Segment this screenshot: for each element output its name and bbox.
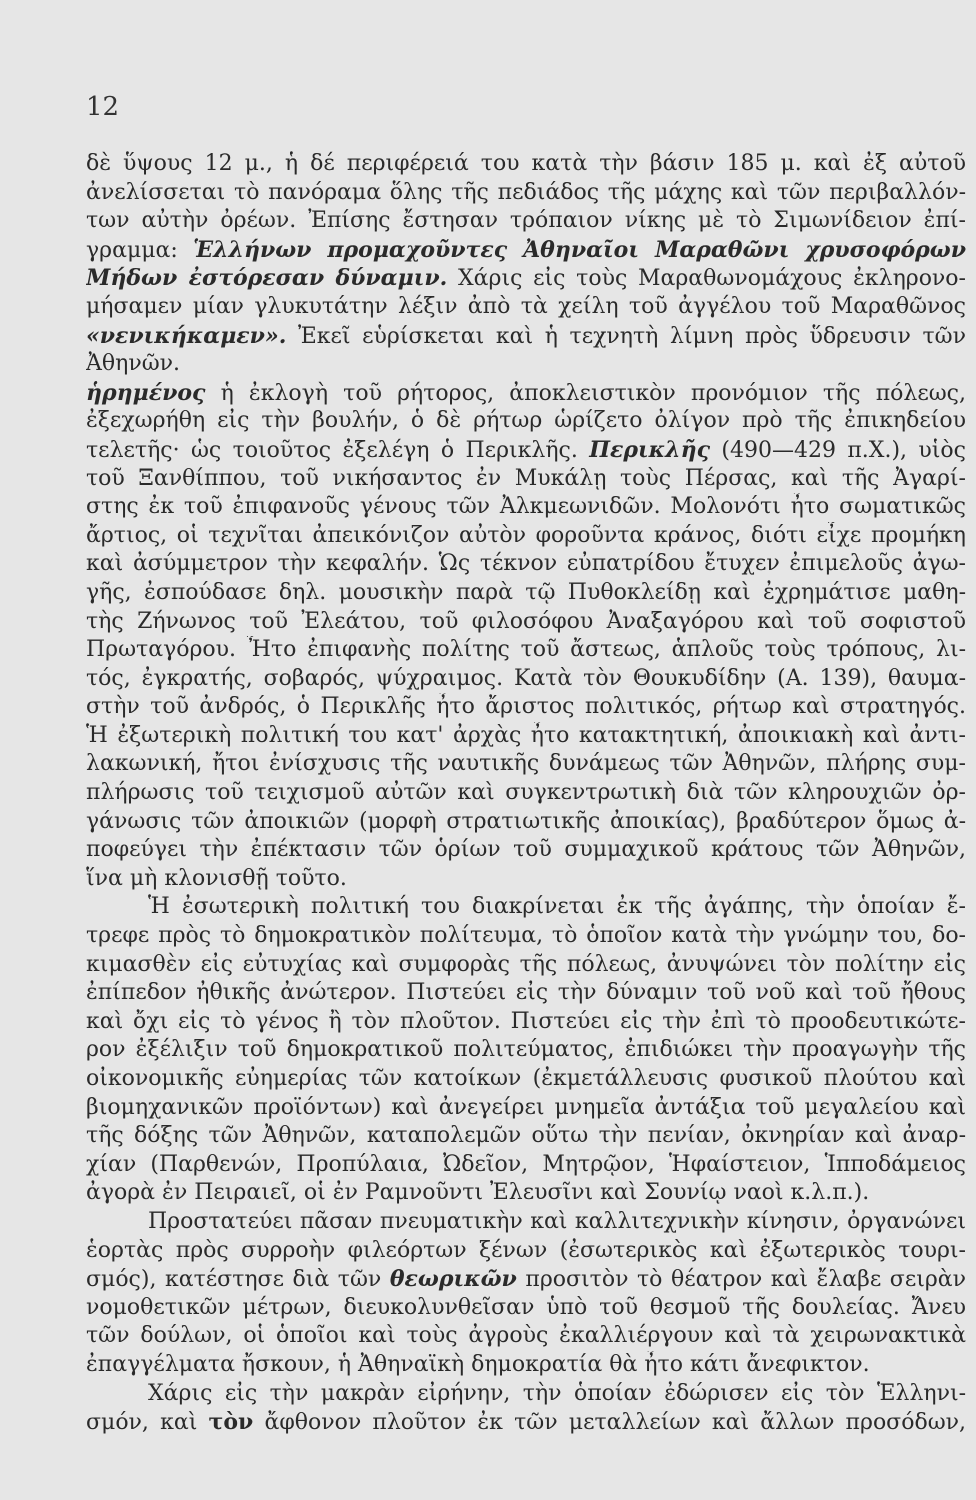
text-run: κιμασθὲν εἰς εὐτυχίας καὶ συμφορὰς τῆς πόλεως, ἀνυψώνει τὸν πολίτην εἰς <box>86 951 966 977</box>
text-line <box>86 693 966 722</box>
text-line <box>86 750 966 779</box>
text-line <box>86 922 966 951</box>
emphasis-text: «νενικήκαμεν». <box>86 322 287 349</box>
paragraph <box>86 1208 966 1380</box>
text-line <box>86 636 966 665</box>
text-run: ἄρτιος, οἱ τεχνῖται ἀπεικόνιζον αὐτὸν φοροῦντα κράνος, διότι εἶχε προμήκη <box>86 522 966 548</box>
body-text <box>86 150 966 1437</box>
text-run: στὴν τοῦ ἀνδρός, ὁ Περικλῆς ἦτο ἄριστος πολιτικός, ρήτωρ καὶ στρατηγός. <box>86 694 966 720</box>
text-line <box>86 522 966 551</box>
paragraph <box>86 379 966 894</box>
text-line <box>86 579 966 608</box>
paragraph <box>86 893 966 1208</box>
text-line <box>86 722 966 751</box>
text-line <box>86 665 966 694</box>
text-line <box>86 1179 966 1208</box>
text-line <box>86 150 966 179</box>
text-run: γάνωσις τῶν ἀποικιῶν (μορφὴ στρατιωτικῆς ἀποικίας), βραδύτερον ὅμως ἀ- <box>86 808 966 834</box>
text-line <box>86 1351 966 1380</box>
text-run: ἐπίπεδον ἠθικῆς ἀνώτερον. Πιστεύει εἰς τὴν δύναμιν τοῦ νοῦ καὶ τοῦ ἤθους <box>86 980 966 1006</box>
text-line <box>86 293 966 322</box>
text-line <box>86 207 966 236</box>
page-number: 12 <box>86 92 120 122</box>
emphasis-text: ἡρημένος <box>86 379 206 406</box>
text-line <box>86 1322 966 1351</box>
text-run: προσιτὸν τὸ θέατρον καὶ ἔλαβε σειρὰν <box>516 1267 966 1293</box>
text-run: λακωνική, ἤτοι ἐνίσχυσις τῆς ναυτικῆς δυνάμεως τῶν Ἀθηνῶν, πλήρης συμ- <box>86 751 966 777</box>
text-run: τρεφε πρὸς τὸ δημοκρατικὸν πολίτευμα, τὸ ὁποῖον κατὰ τὴν γνώμην του, δο- <box>86 923 966 949</box>
text-run: (490—429 π.Χ.), υἱὸς <box>709 437 966 463</box>
text-run: ποφεύγει τὴν ἐπέκτασιν τῶν ὁρίων τοῦ συμμαχικοῦ κράτους τῶν Ἀθηνῶν, <box>86 837 966 863</box>
text-run: σμόν, καὶ <box>86 1410 209 1436</box>
text-line <box>86 865 966 894</box>
text-run: των αὐτὴν ὀρέων. Ἐπίσης ἔστησαν τρόπαιον νίκης μὲ τὸ Σιμωνίδειον ἐπί- <box>86 208 966 234</box>
text-run: Ἡ ἐσωτερικὴ πολιτική του διακρίνεται ἐκ τῆς ἀγάπης, τὴν ὁποίαν ἔ- <box>148 894 966 920</box>
text-run: σμός), κατέστησε διὰ τῶν <box>86 1267 390 1293</box>
text-line <box>86 436 966 465</box>
text-run: χίαν (Παρθενών, Προπύλαια, Ὠδεῖον, Μητρῷον, Ἡφαίστειον, Ἱπποδάμειος <box>86 1151 966 1177</box>
text-line <box>86 1008 966 1037</box>
text-line <box>86 322 966 351</box>
text-line <box>86 779 966 808</box>
text-run: ρον ἐξέλιξιν τοῦ δημοκρατικοῦ πολιτεύματος, ἐπιδιώκει τὴν προαγωγὴν τῆς <box>86 1037 966 1063</box>
text-run: τῶν δούλων, οἱ ὁποῖοι καὶ τοὺς ἀγροὺς ἐκαλλιέργουν καὶ τὰ χειρωνακτικὰ <box>86 1323 966 1349</box>
emphasis-text: Περικλῆς <box>589 436 710 463</box>
text-run: Ἡ ἐξωτερικὴ πολιτική του κατ' ἀρχὰς ἦτο κατακτητική, ἀποικιακὴ καὶ ἀντι- <box>86 722 966 748</box>
text-line <box>86 836 966 865</box>
text-run: ἄφθονον πλοῦτον ἐκ τῶν μεταλλείων καὶ ἄλλων προσόδων, <box>253 1410 966 1436</box>
text-line <box>86 1094 966 1123</box>
text-run: Χάρις εἰς τοὺς Μαραθωνομάχους ἐκληρονο- <box>447 266 966 292</box>
text-line <box>86 379 966 408</box>
text-line <box>86 1122 966 1151</box>
text-line <box>86 1065 966 1094</box>
text-run: Χάρις εἰς τὴν μακρὰν εἰρήνην, τὴν ὁποίαν ἐδώρισεν εἰς τὸν Ἑλληνι- <box>148 1380 966 1406</box>
text-run: Προστατεύει πᾶσαν πνευματικὴν καὶ καλλιτεχνικὴν κίνησιν, ὀργανώνει <box>148 1208 966 1234</box>
text-line <box>86 1265 966 1294</box>
text-run: γραμμα: <box>86 237 194 263</box>
emphasis-text: Ἑλλήνων προμαχοῦντες Ἀθηναῖοι Μαραθῶνι χρυσοφόρων <box>193 236 966 263</box>
text-line <box>86 951 966 980</box>
text-line <box>86 465 966 494</box>
text-line <box>86 264 966 293</box>
text-line <box>86 550 966 579</box>
text-line <box>86 893 966 922</box>
text-line <box>86 350 966 379</box>
text-run: τός, ἐγκρατής, σοβαρός, ψύχραιμος. Κατὰ τὸν Θουκυδίδην (Α. 139), θαυμα- <box>86 665 966 691</box>
text-line <box>86 808 966 837</box>
text-line <box>86 608 966 637</box>
text-run: ἀνελίσσεται τὸ πανόραμα ὅλης τῆς πεδιάδος τῆς μάχης καὶ τῶν περιβαλλόν- <box>86 179 966 205</box>
text-run: πλήρωσις τοῦ τειχισμοῦ αὐτῶν καὶ συγκεντρωτικὴ διὰ τῶν κληρουχιῶν ὀρ- <box>86 780 966 806</box>
emphasis-text: τὸν <box>208 1409 254 1436</box>
text-run: ἵνα μὴ κλονισθῇ τοῦτο. <box>86 865 347 891</box>
text-run: στης ἐκ τοῦ ἐπιφανοῦς γένους τῶν Ἀλκμεωνιδῶν. Μολονότι ἦτο σωματικῶς <box>86 494 966 520</box>
text-run: Πρωταγόρου. Ἦτο ἐπιφανὴς πολίτης τοῦ ἄστεως, ἁπλοῦς τοὺς τρόπους, λι- <box>86 637 966 663</box>
emphasis-text: θεωρικῶν <box>389 1266 517 1293</box>
text-run: ἐπαγγέλματα ἤσκουν, ἡ Ἀθηναϊκὴ δημοκρατία θὰ ἦτο κάτι ἄνεφικτον. <box>86 1351 870 1377</box>
text-run: οἰκονομικῆς εὐημερίας τῶν κατοίκων (ἐκμετάλλευσις φυσικοῦ πλούτου καὶ <box>86 1066 966 1091</box>
text-run: καὶ ὄχι εἰς τὸ γένος ἢ τὸν πλοῦτον. Πιστεύει εἰς τὴν ἐπὶ τὸ προοδευτικώτε- <box>86 1008 966 1034</box>
text-line <box>86 1408 966 1437</box>
text-line <box>86 1208 966 1237</box>
text-run: βιομηχανικῶν προϊόντων) καὶ ἀνεγείρει μνημεῖα ἀντάξια τοῦ μεγαλείου καὶ <box>86 1094 966 1120</box>
text-run: νομοθετικῶν μέτρων, διευκολυνθεῖσαν ὑπὸ τοῦ θεσμοῦ τῆς δουλείας. Ἄνευ <box>86 1294 966 1320</box>
text-line <box>86 1294 966 1323</box>
text-run: ἡ ἐκλογὴ τοῦ ρήτορος, ἀποκλειστικὸν προνόμιον τῆς πόλεως, <box>205 380 966 406</box>
text-run: ἐξεχωρήθη εἰς τὴν βουλήν, ὁ δὲ ρήτωρ ὡρίζετο ὀλίγον πρὸ τῆς ἐπικηδείου <box>86 408 966 434</box>
text-line <box>86 1036 966 1065</box>
text-run: Ἐκεῖ εὑρίσκεται καὶ ἡ τεχνητὴ λίμνη πρὸς ὕδρευσιν τῶν <box>286 323 966 349</box>
emphasis-text: Μήδων ἐστόρεσαν δύναμιν. <box>86 265 448 292</box>
text-run: τοῦ Ξανθίππου, τοῦ νικήσαντος ἐν Μυκάλῃ τοὺς Πέρσας, καὶ τῆς Ἀγαρί- <box>86 465 966 491</box>
text-line <box>86 1380 966 1409</box>
text-run: τὴς Ζήνωνος τοῦ Ἐλεάτου, τοῦ φιλοσόφου Ἀναξαγόρου καὶ τοῦ σοφιστοῦ <box>86 608 966 634</box>
text-line <box>86 1151 966 1180</box>
text-run: τελετῆς· ὡς τοιοῦτος ἐξελέγη ὁ Περικλῆς. <box>86 437 590 463</box>
text-run: Ἀθηνῶν. <box>86 351 180 377</box>
text-run: ἀγορὰ ἐν Πειραιεῖ, οἱ ἐν Ραμνοῦντι Ἐλευσῖνι καὶ Σουνίῳ ναοὶ κ.λ.π.). <box>86 1180 870 1206</box>
text-run: καὶ ἀσύμμετρον τὴν κεφαλήν. Ὡς τέκνον εὐπατρίδου ἔτυχεν ἐπιμελοῦς ἀγω- <box>86 551 966 577</box>
text-line <box>86 407 966 436</box>
text-run: μήσαμεν μίαν γλυκυτάτην λέξιν ἀπὸ τὰ χείλη τοῦ ἀγγέλου τοῦ Μαραθῶνος <box>86 293 966 319</box>
text-line <box>86 179 966 208</box>
text-line <box>86 979 966 1008</box>
text-line <box>86 1237 966 1266</box>
paragraph <box>86 1380 966 1437</box>
text-run: ἑορτὰς πρὸς συρροὴν φιλεόρτων ξένων (ἐσωτερικὸς καὶ ἐξωτερικὸς τουρι- <box>86 1237 966 1263</box>
text-run: τῆς δόξης τῶν Ἀθηνῶν, καταπολεμῶν οὕτω τὴν πενίαν, ὀκνηρίαν καὶ ἀναρ- <box>86 1123 966 1149</box>
paragraph <box>86 150 966 379</box>
text-line <box>86 493 966 522</box>
text-run: γῆς, ἐσπούδασε δηλ. μουσικὴν παρὰ τῷ Πυθοκλείδῃ καὶ ἐχρημάτισε μαθη- <box>86 579 966 605</box>
text-line <box>86 236 966 265</box>
text-run: δὲ ὕψους 12 μ., ἡ δέ περιφέρειά του κατὰ τὴν βάσιν 185 μ. καὶ ἐξ αὐτοῦ <box>86 151 966 176</box>
